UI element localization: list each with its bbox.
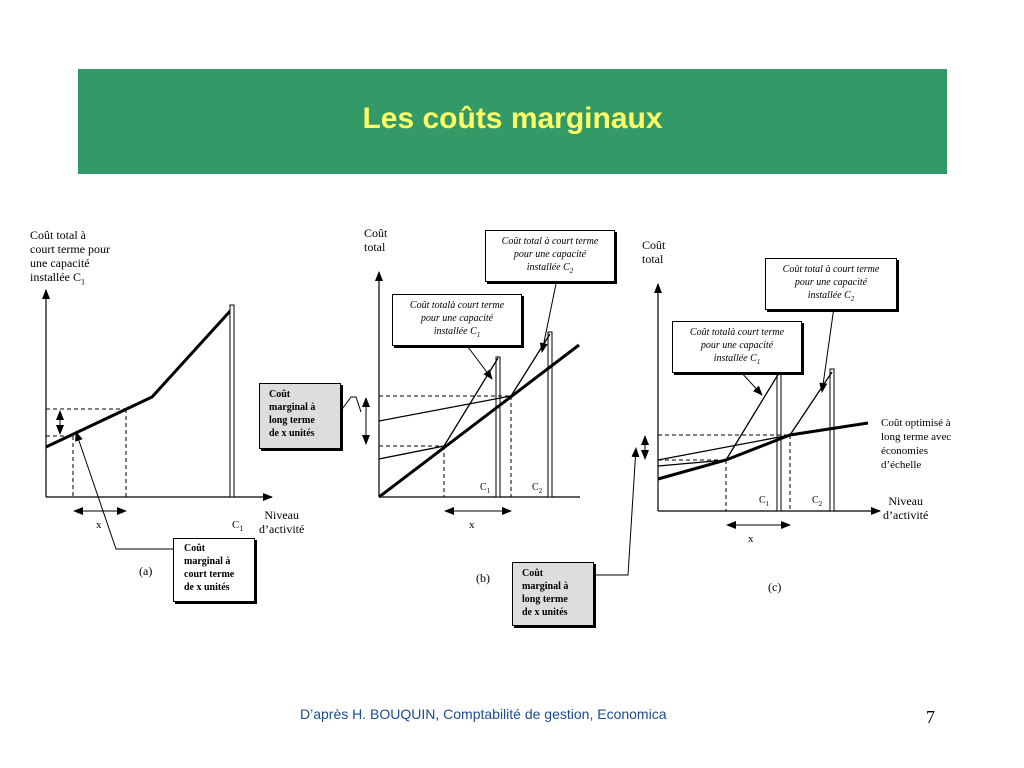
panel-c-short-term-c2	[658, 372, 832, 460]
panel-c-caption: (c)	[768, 580, 782, 594]
panel-a-box-line: Coût	[184, 543, 206, 554]
panel-b-bottom-box-line: de x unités	[522, 607, 568, 618]
panel-a-capacity-bar-c1	[230, 305, 234, 497]
panel-b-callout-c2-line	[486, 261, 614, 278]
panel-c-callout-c1-text: installée C	[713, 353, 757, 364]
panel-a-box-line: court terme	[184, 569, 235, 580]
panel-b-callout-c1	[392, 294, 522, 346]
panel-c-y-label-line: Coût	[642, 238, 666, 252]
panel-a-x-label-line: Niveau	[264, 508, 299, 522]
panel-b-c1-label	[480, 481, 490, 498]
panel-c-optimised-line: d’échelle	[881, 459, 922, 471]
panel-c-callout-c2-line: Coût total à court terme	[782, 264, 880, 275]
panel-b-callout-c1-pointer	[465, 343, 492, 379]
panel-c-optimised-label	[881, 416, 951, 472]
panel-c-c2-label	[812, 494, 822, 511]
panel-c-c1-text: C	[759, 495, 766, 506]
panel-a-y-label-sub: 1	[81, 277, 85, 287]
panel-a-x-tick: x	[96, 519, 102, 531]
panel-b-c1-sub: 1	[486, 487, 491, 495]
slide-title: Les coûts marginaux	[362, 102, 663, 135]
panel-c-callout-c2-text: installée C	[807, 290, 851, 301]
panel-c-optimised-line: long terme avec	[881, 431, 952, 443]
source-footer: D’après H. BOUQUIN, Comptabilité de gestion, Economica	[300, 706, 667, 722]
panel-a-y-label-text: installée C	[30, 270, 81, 284]
panel-a-x-label-line: d’activité	[259, 522, 305, 536]
panel-b-callout-c1-line	[393, 325, 521, 342]
panel-b-box-line: Coût	[269, 389, 291, 400]
panel-c-box-connector	[593, 448, 636, 575]
panel-b-capacity-bar-c1	[496, 357, 500, 497]
panel-b-bottom-box-line: Coût	[522, 568, 544, 579]
panel-b-c2-text: C	[532, 482, 539, 493]
panel-b-callout-c2-line: Coût total à court terme	[501, 236, 599, 247]
page-number: 7	[926, 707, 935, 727]
panel-c-callout-c1-line: Coût totalà court terme	[689, 327, 785, 338]
panel-a-c1-sub: 1	[239, 524, 244, 534]
panel-b-callout-c2-text: installée C	[526, 262, 570, 273]
panel-c-c1-label	[759, 494, 769, 511]
panel-a-x-label	[259, 508, 304, 536]
panel-a-y-label	[30, 228, 110, 289]
panel-b-callout-c2-sub: 2	[569, 267, 574, 275]
panel-a-caption: (a)	[139, 564, 153, 578]
panel-c-x-label-line: d’activité	[883, 508, 929, 522]
panel-c-c2-text: C	[812, 495, 819, 506]
panel-b-x-tick: x	[469, 519, 475, 531]
panel-b-callout-c2	[485, 230, 615, 282]
panel-c-callout-c2	[765, 258, 897, 310]
panel-c-c1-sub: 1	[765, 500, 770, 508]
panel-b-callout-c1-line: pour une capacité	[420, 313, 494, 324]
panel-a-box-line: marginal à	[184, 556, 231, 567]
panel-b-callout-c2-line: pour une capacité	[513, 249, 587, 260]
panel-c-y-label	[642, 238, 665, 266]
panel-b-box-connector	[340, 397, 361, 412]
panel-a-y-label-line: une capacité	[30, 256, 90, 270]
panel-a-callout-line	[76, 432, 178, 549]
panel-b-bottom-box-line: marginal à	[522, 581, 569, 592]
panel-b-box-line: long terme	[269, 415, 315, 426]
panel-a-c1-label	[232, 518, 243, 536]
panel-c-callout-c1-line: pour une capacité	[700, 340, 774, 351]
panel-c-optimised-line: économies	[881, 445, 929, 457]
panel-b-callout-c1-line: Coût totalà court terme	[409, 300, 505, 311]
panel-b-c2-sub: 2	[538, 487, 543, 495]
panel-b-caption: (b)	[476, 571, 490, 585]
panel-b-short-term-c2	[379, 334, 550, 421]
panel-c-capacity-bar-c2	[830, 369, 834, 511]
panel-c-x-tick: x	[748, 533, 754, 545]
panel-a-box-line: de x unités	[184, 582, 230, 593]
panel-c-x-label-line: Niveau	[888, 494, 923, 508]
panel-c-callout-c2-sub: 2	[850, 295, 855, 303]
panel-b-marginal-cost-box	[259, 383, 341, 449]
panel-b-short-term-c1	[379, 358, 498, 459]
panel-a-y-label-line	[30, 270, 110, 289]
panel-b-c2-label	[532, 481, 542, 498]
panel-b-callout-c1-sub: 1	[476, 331, 481, 339]
panel-a-c1-text: C	[232, 519, 240, 531]
panel-c-callout-c1-pointer	[740, 371, 762, 395]
panel-b-y-label	[364, 226, 387, 254]
panel-a-y-label-line: court terme pour	[30, 242, 110, 256]
panel-b-bottom-marginal-cost-box	[512, 562, 594, 626]
panel-c-callout-c2-line: pour une capacité	[794, 277, 868, 288]
panel-b-y-label-line: Coût	[364, 226, 388, 240]
panel-b-y-label-line: total	[364, 240, 386, 254]
panel-c-x-label	[883, 494, 928, 522]
panel-b-box-line: marginal à	[269, 402, 316, 413]
panel-b-c1-text: C	[480, 482, 487, 493]
panel-c-callout-c2-line	[766, 289, 896, 306]
panel-c-callout-c1-sub: 1	[756, 358, 761, 366]
panel-a-graph	[46, 290, 272, 549]
panel-c-c2-sub: 2	[818, 500, 823, 508]
panel-c-optimised-curve	[658, 423, 868, 479]
panel-c-short-term-c1	[658, 373, 779, 466]
panel-b-box-line: de x unités	[269, 428, 315, 439]
panel-c-callout-c1-line	[673, 352, 801, 369]
panel-b-callout-c1-text: installée C	[433, 326, 477, 337]
panel-a-marginal-cost-box	[173, 538, 255, 602]
panel-b-capacity-bar-c2	[548, 332, 552, 497]
panel-b-bottom-box-line: long terme	[522, 594, 568, 605]
panel-a-cost-curve	[46, 309, 232, 447]
panel-c-optimised-line: Coût optimisé à	[881, 417, 951, 429]
panel-c-y-label-line: total	[642, 252, 664, 266]
panel-c-callout-c1	[672, 321, 802, 373]
panel-a-y-label-line: Coût total à	[30, 228, 86, 242]
